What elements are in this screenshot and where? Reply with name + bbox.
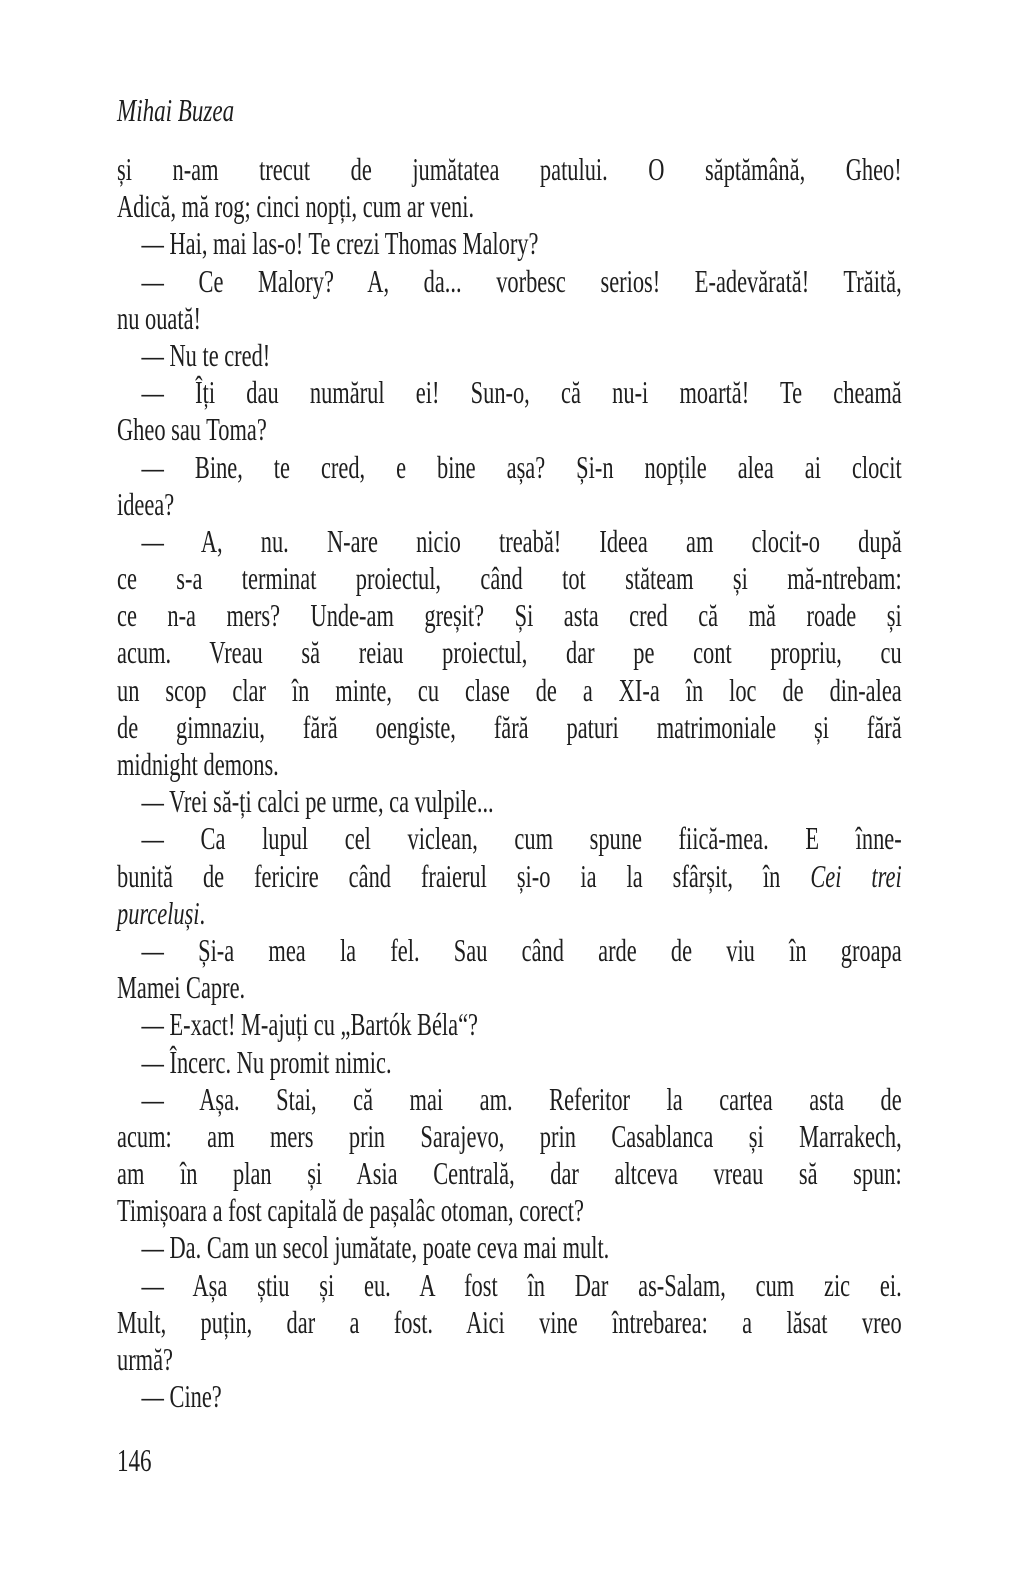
text-line bbox=[117, 783, 902, 820]
paragraph bbox=[117, 820, 902, 932]
running-head-author: Mihai Buzea bbox=[117, 92, 235, 128]
text-segment: nu ouată! bbox=[117, 299, 201, 336]
text-line bbox=[117, 672, 902, 709]
paragraph bbox=[117, 523, 902, 783]
text-line bbox=[117, 1192, 902, 1229]
paragraph bbox=[117, 374, 902, 448]
italic-title-text: Cei trei bbox=[810, 857, 902, 894]
paragraph bbox=[117, 1006, 902, 1043]
text-line bbox=[117, 746, 902, 783]
text-segment: — Îți dau numărul ei! Sun-o, că nu-i moartă! Te cheamă bbox=[141, 374, 902, 411]
text-segment: — Și-a mea la fel. Sau când arde de viu în groapa bbox=[141, 931, 902, 968]
text-line bbox=[117, 523, 902, 560]
text-line bbox=[117, 709, 902, 746]
paragraph bbox=[117, 263, 902, 337]
text-segment: acum: am mers prin Sarajevo, prin Casablanca și Marrakech, bbox=[117, 1117, 902, 1154]
text-line bbox=[117, 597, 902, 634]
text-segment: — Încerc. Nu promit nimic. bbox=[141, 1043, 392, 1080]
text-segment: — A, nu. N-are nicio treabă! Ideea am clocit-o după bbox=[141, 522, 902, 559]
text-segment: — Ca lupul cel viclean, cum spune fiică-mea. E înne- bbox=[141, 820, 902, 857]
text-line bbox=[117, 895, 902, 932]
text-line bbox=[117, 1006, 902, 1043]
italic-title-text: purceluși bbox=[117, 894, 200, 931]
text-line bbox=[117, 486, 902, 523]
text-line bbox=[117, 1155, 902, 1192]
paragraph bbox=[117, 449, 902, 523]
text-segment: ideea? bbox=[117, 485, 175, 522]
text-segment: urmă? bbox=[117, 1341, 173, 1377]
text-segment: — Bine, te cred, e bine așa? Și-n nopțile alea ai clocit bbox=[141, 448, 902, 485]
body-text bbox=[117, 151, 902, 1415]
text-segment: — Așa știu și eu. A fost în Dar as-Salam, cum zic ei. bbox=[141, 1266, 902, 1303]
text-segment: Gheo sau Toma? bbox=[117, 411, 267, 448]
paragraph bbox=[117, 151, 902, 225]
text-segment: și n-am trecut de jumătatea patului. O săptămână, Gheo! bbox=[117, 151, 902, 187]
text-line bbox=[117, 634, 902, 671]
text-segment: — Nu te cred! bbox=[141, 336, 271, 373]
text-segment: — Hai, mai las-o! Te crezi Thomas Malory? bbox=[141, 225, 539, 262]
text-segment: Adică, mă rog; cinci nopți, cum ar veni. bbox=[117, 188, 475, 225]
paragraph bbox=[117, 1267, 902, 1379]
paragraph bbox=[117, 1081, 902, 1230]
text-segment: Mamei Capre. bbox=[117, 969, 246, 1006]
text-segment: — Ce Malory? A, da... vorbesc serios! E-adevărată! Trăită, bbox=[141, 262, 902, 299]
text-line bbox=[117, 1341, 902, 1378]
paragraph bbox=[117, 932, 902, 1006]
text-segment: — E-xact! M-ajuți cu „Bartók Béla“? bbox=[141, 1006, 478, 1043]
text-line bbox=[117, 263, 902, 300]
text-line bbox=[117, 560, 902, 597]
text-line bbox=[117, 374, 902, 411]
paragraph bbox=[117, 783, 902, 820]
text-line bbox=[117, 820, 902, 857]
text-segment: midnight demons. bbox=[117, 746, 279, 782]
text-line bbox=[117, 858, 902, 895]
text-line bbox=[117, 1044, 902, 1081]
text-segment: — Cine? bbox=[141, 1378, 222, 1415]
text-line bbox=[117, 411, 902, 448]
text-segment: bunită de fericire când fraierul și-o ia la sfârșit, în bbox=[117, 857, 811, 894]
text-line bbox=[117, 1378, 902, 1415]
text-line bbox=[117, 1118, 902, 1155]
text-line bbox=[117, 225, 902, 262]
text-segment: — Așa. Stai, că mai am. Referitor la cartea asta de bbox=[141, 1080, 902, 1117]
text-segment: . bbox=[199, 894, 206, 931]
paragraph bbox=[117, 225, 902, 262]
text-line bbox=[117, 151, 902, 188]
text-segment: Mult, puțin, dar a fost. Aici vine întrebarea: a lăsat vreo bbox=[117, 1303, 902, 1340]
text-line bbox=[117, 1304, 902, 1341]
paragraph bbox=[117, 1229, 902, 1266]
text-line bbox=[117, 1229, 902, 1266]
text-segment: ce s-a terminat proiectul, când tot stăteam și mă-ntrebam: bbox=[117, 560, 902, 597]
paragraph bbox=[117, 1378, 902, 1415]
paragraph bbox=[117, 337, 902, 374]
text-line bbox=[117, 932, 902, 969]
text-line bbox=[117, 1267, 902, 1304]
text-segment: ce n-a mers? Unde-am greșit? Și asta cred că mă roade și bbox=[117, 597, 902, 634]
text-segment: — Da. Cam un secol jumătate, poate ceva mai mult. bbox=[141, 1229, 610, 1266]
text-segment: acum. Vreau să reiau proiectul, dar pe cont propriu, cu bbox=[117, 634, 902, 671]
text-line bbox=[117, 969, 902, 1006]
text-segment: un scop clar în minte, cu clase de a XI-a în loc de din-alea bbox=[117, 671, 902, 708]
text-segment: de gimnaziu, fără oengiste, fără paturi matrimoniale și fără bbox=[117, 708, 902, 745]
paragraph bbox=[117, 1044, 902, 1081]
text-segment: — Vrei să-ți calci pe urme, ca vulpile... bbox=[141, 783, 494, 820]
text-segment: Timișoara a fost capitală de pașalâc otoman, corect? bbox=[117, 1192, 584, 1229]
text-line bbox=[117, 188, 902, 225]
text-line bbox=[117, 337, 902, 374]
text-line bbox=[117, 449, 902, 486]
text-line bbox=[117, 300, 902, 337]
page-number: 146 bbox=[117, 1442, 152, 1478]
text-line bbox=[117, 1081, 902, 1118]
text-segment: am în plan și Asia Centrală, dar altceva vreau să spun: bbox=[117, 1155, 902, 1192]
